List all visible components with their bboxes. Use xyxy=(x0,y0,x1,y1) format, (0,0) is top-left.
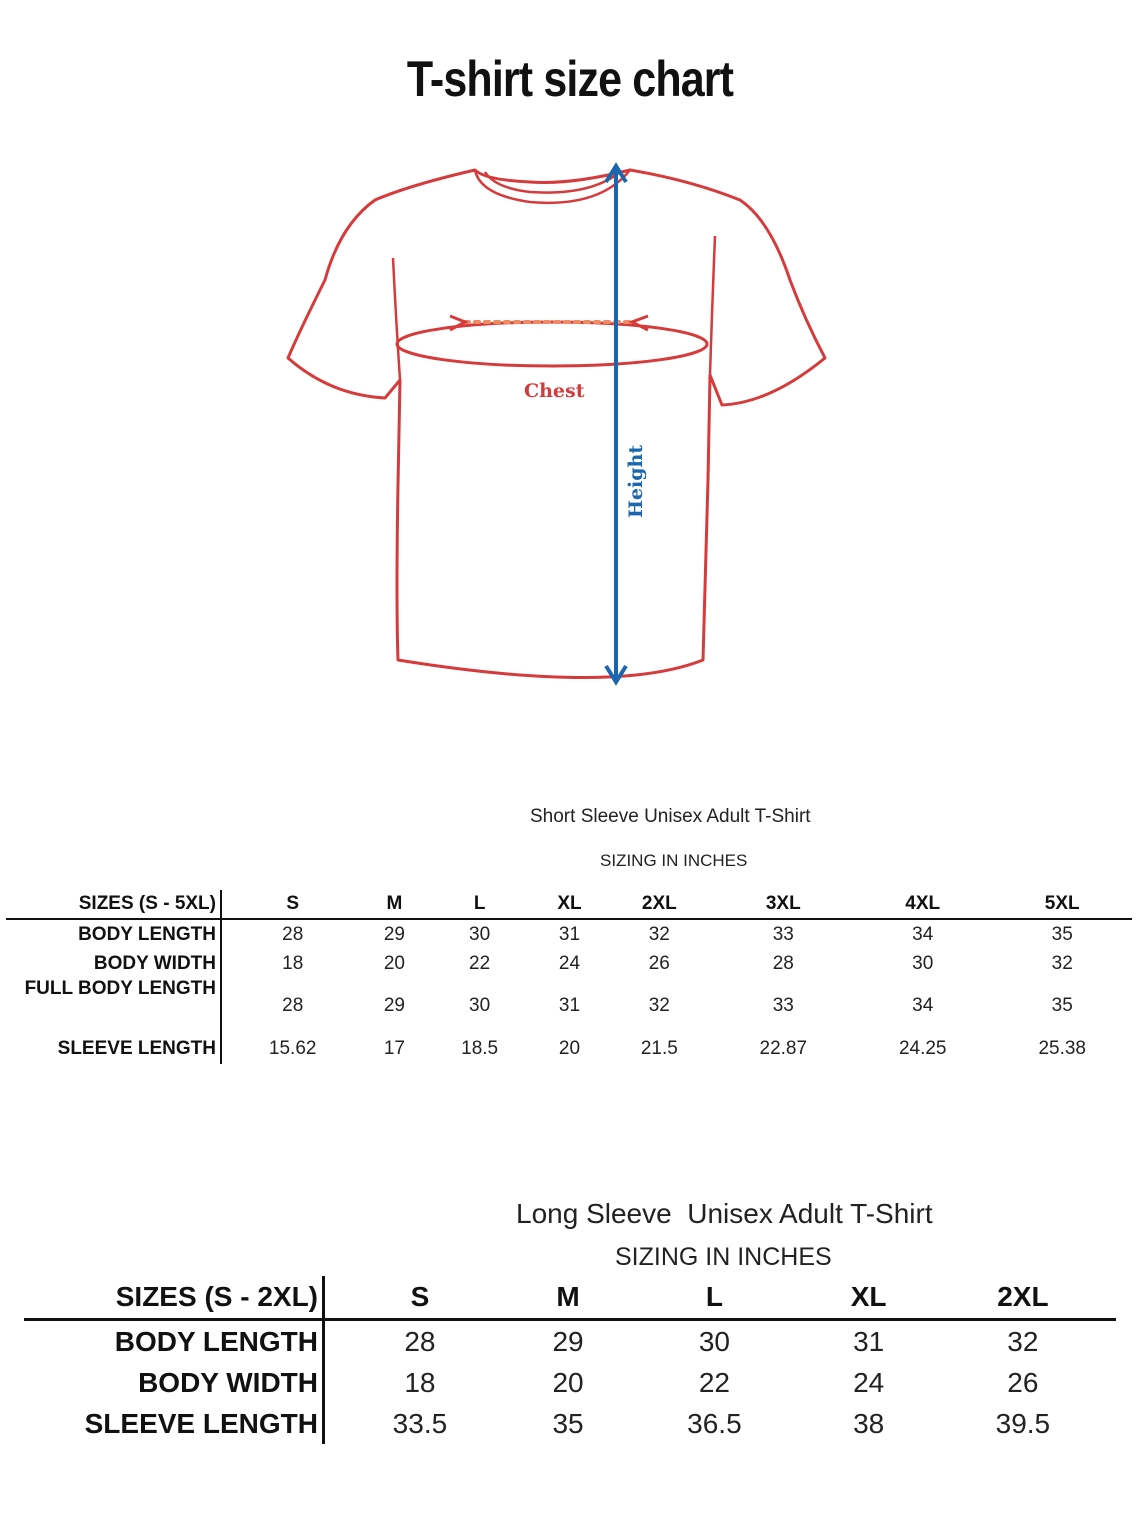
long-sleeve-size-table xyxy=(24,1276,1116,1444)
row-label: BODY LENGTH xyxy=(24,1320,324,1363)
table-cell: 32 xyxy=(648,995,670,1016)
table-cell: 34 xyxy=(912,995,934,1016)
table-cell: 20 xyxy=(552,1366,584,1398)
table-row xyxy=(24,1320,1116,1363)
table-cell: 24 xyxy=(558,952,581,974)
table-cell: 28 xyxy=(282,995,304,1016)
table-cell: 33 xyxy=(772,923,794,945)
table-row xyxy=(6,978,1132,1034)
tshirt-outline xyxy=(288,170,825,678)
table-cell: 35 xyxy=(1051,923,1073,945)
table-cell: 32 xyxy=(1007,1325,1039,1357)
height-label: Height xyxy=(625,444,647,518)
table-cell: 28 xyxy=(282,923,304,945)
short-sleeve-subcaption: SIZING IN INCHES xyxy=(600,851,748,870)
table-cell: 31 xyxy=(558,995,581,1016)
table-cell: 18.5 xyxy=(461,1038,499,1059)
size-header: L xyxy=(425,890,533,919)
short-sleeve-caption: Short Sleeve Unisex Adult T-Shirt xyxy=(530,806,811,827)
table-cell: 32 xyxy=(1051,952,1073,974)
table-cell: 29 xyxy=(383,923,405,945)
row-label: BODY WIDTH xyxy=(6,949,221,978)
table-cell: 30 xyxy=(912,952,934,974)
table-cell: 28 xyxy=(772,952,794,974)
sizes-header: SIZES (S - 5XL) xyxy=(6,890,221,919)
table-cell: 30 xyxy=(469,995,491,1016)
table-cell: 29 xyxy=(383,995,405,1016)
row-label: BODY WIDTH xyxy=(24,1362,324,1403)
table-cell: 26 xyxy=(648,952,670,974)
table-cell: 22.87 xyxy=(759,1038,808,1059)
table-cell: 26 xyxy=(1007,1366,1039,1398)
table-cell: 20 xyxy=(383,952,405,974)
table-cell: 18 xyxy=(404,1366,436,1398)
table-cell: 36.5 xyxy=(687,1407,742,1439)
table-row xyxy=(6,949,1132,978)
table-cell: 32 xyxy=(648,923,670,945)
table-row xyxy=(6,1034,1132,1064)
table-cell: 22 xyxy=(469,952,491,974)
table-cell: 28 xyxy=(404,1325,436,1357)
table-cell: 31 xyxy=(853,1325,885,1357)
table-cell: 34 xyxy=(912,923,934,945)
size-header: 4XL xyxy=(853,890,992,919)
table-cell: 33 xyxy=(772,995,794,1016)
table-cell: 30 xyxy=(469,923,491,945)
table-cell: 31 xyxy=(558,923,581,945)
table-row xyxy=(24,1403,1116,1444)
table-header-row xyxy=(6,890,1132,919)
row-label: BODY LENGTH xyxy=(6,919,221,949)
table-cell: 15.62 xyxy=(268,1038,317,1059)
table-cell: 29 xyxy=(552,1325,584,1357)
row-label: FULL BODY LENGTH xyxy=(6,978,221,1034)
table-cell: 38 xyxy=(853,1407,885,1439)
size-header: M xyxy=(363,890,425,919)
sizes-header: SIZES (S - 2XL) xyxy=(24,1276,324,1320)
row-label: SLEEVE LENGTH xyxy=(24,1403,324,1444)
table-header-row xyxy=(24,1276,1116,1320)
table-cell: 33.5 xyxy=(392,1407,448,1439)
size-header: M xyxy=(515,1276,621,1320)
table-cell: 35 xyxy=(1051,995,1073,1016)
table-cell: 20 xyxy=(558,1038,581,1059)
table-cell: 25.38 xyxy=(1038,1038,1086,1059)
table-cell: 22 xyxy=(698,1366,730,1398)
chest-label: Chest xyxy=(524,380,585,402)
size-header: 3XL xyxy=(714,890,853,919)
long-sleeve-caption: Long Sleeve Unisex Adult T-Shirt xyxy=(516,1198,933,1229)
table-cell: 24 xyxy=(853,1366,885,1398)
table-cell: 24.25 xyxy=(898,1038,947,1059)
row-label: SLEEVE LENGTH xyxy=(6,1034,221,1064)
table-row xyxy=(24,1362,1116,1403)
tshirt-diagram xyxy=(270,140,850,710)
size-header: 2XL xyxy=(605,890,713,919)
size-header: S xyxy=(221,890,363,919)
size-header: 2XL xyxy=(930,1276,1116,1320)
table-cell: 39.5 xyxy=(995,1407,1051,1439)
size-header: XL xyxy=(808,1276,930,1320)
table-cell: 30 xyxy=(698,1325,730,1357)
table-row xyxy=(6,919,1132,949)
size-header: L xyxy=(621,1276,807,1320)
table-cell: 18 xyxy=(282,952,304,974)
size-header: S xyxy=(324,1276,515,1320)
page-title: T-shirt size chart xyxy=(406,51,734,107)
size-header: 5XL xyxy=(992,890,1132,919)
size-header: XL xyxy=(534,890,605,919)
table-cell: 21.5 xyxy=(640,1038,678,1059)
long-sleeve-subcaption: SIZING IN INCHES xyxy=(615,1243,832,1271)
table-cell: 17 xyxy=(383,1038,405,1059)
table-cell: 35 xyxy=(552,1407,584,1439)
short-sleeve-size-table xyxy=(6,890,1132,1064)
